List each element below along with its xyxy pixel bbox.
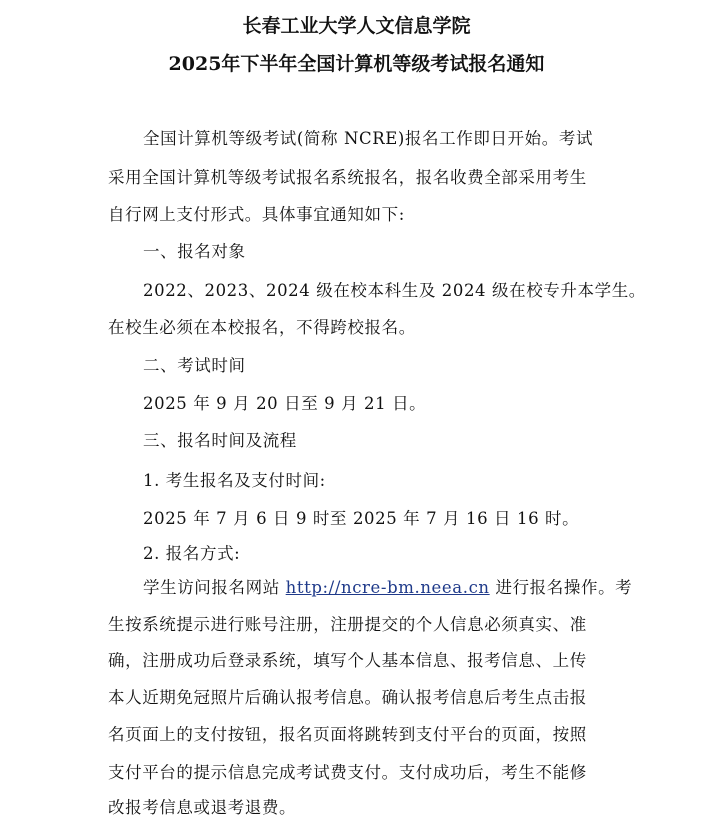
section1-text-line-1: 2022、2023、2024 级在校本科生及 2024 级在校专升本学生。 xyxy=(143,281,646,300)
item2-line-1 xyxy=(143,577,632,599)
school-name-title: 长春工业大学人文信息学院 xyxy=(242,15,471,37)
registration-site-link[interactable]: http://ncre-bm.neea.cn xyxy=(285,578,490,597)
item2-line-5: 名页面上的支付按钮，报名页面将跳转到支付平台的页面，按照 xyxy=(108,725,587,744)
section2-heading: 二、考试时间 xyxy=(143,356,246,375)
intro-line-3: 自行网上支付形式。具体事宜通知如下: xyxy=(108,205,405,224)
section3-heading: 三、报名时间及流程 xyxy=(143,431,297,450)
section1-text-line-2: 在校生必须在本校报名，不得跨校报名。 xyxy=(108,318,416,337)
item2-prefix: 学生访问报名网站 xyxy=(143,578,286,597)
item2-line-2: 生按系统提示进行账号注册，注册提交的个人信息必须真实、准 xyxy=(108,615,587,634)
item2-line-7: 改报考信息或退考退费。 xyxy=(108,798,297,817)
intro-line-1: 全国计算机等级考试(简称 NCRE)报名工作即日开始。考试 xyxy=(143,129,594,148)
item1-heading: 1. 考生报名及支付时间: xyxy=(143,471,326,490)
item2-line-6: 支付平台的提示信息完成考试费支付。支付成功后，考生不能修 xyxy=(108,763,587,782)
item2-suffix: 进行报名操作。考 xyxy=(489,578,633,597)
item2-line-3: 确，注册成功后登录系统，填写个人基本信息、报考信息、上传 xyxy=(108,651,587,670)
item1-text: 2025 年 7 月 6 日 9 时至 2025 年 7 月 16 日 16 时。 xyxy=(143,509,580,528)
item2-line-4: 本人近期免冠照片后确认报考信息。确认报考信息后考生点击报 xyxy=(108,688,587,707)
section2-text: 2025 年 9 月 20 日至 9 月 21 日。 xyxy=(143,394,427,413)
intro-line-2: 采用全国计算机等级考试报名系统报名，报名收费全部采用考生 xyxy=(108,168,587,187)
item2-heading: 2. 报名方式: xyxy=(143,544,241,563)
notice-title: 2025年下半年全国计算机等级考试报名通知 xyxy=(168,53,545,75)
section1-heading: 一、报名对象 xyxy=(143,242,246,261)
